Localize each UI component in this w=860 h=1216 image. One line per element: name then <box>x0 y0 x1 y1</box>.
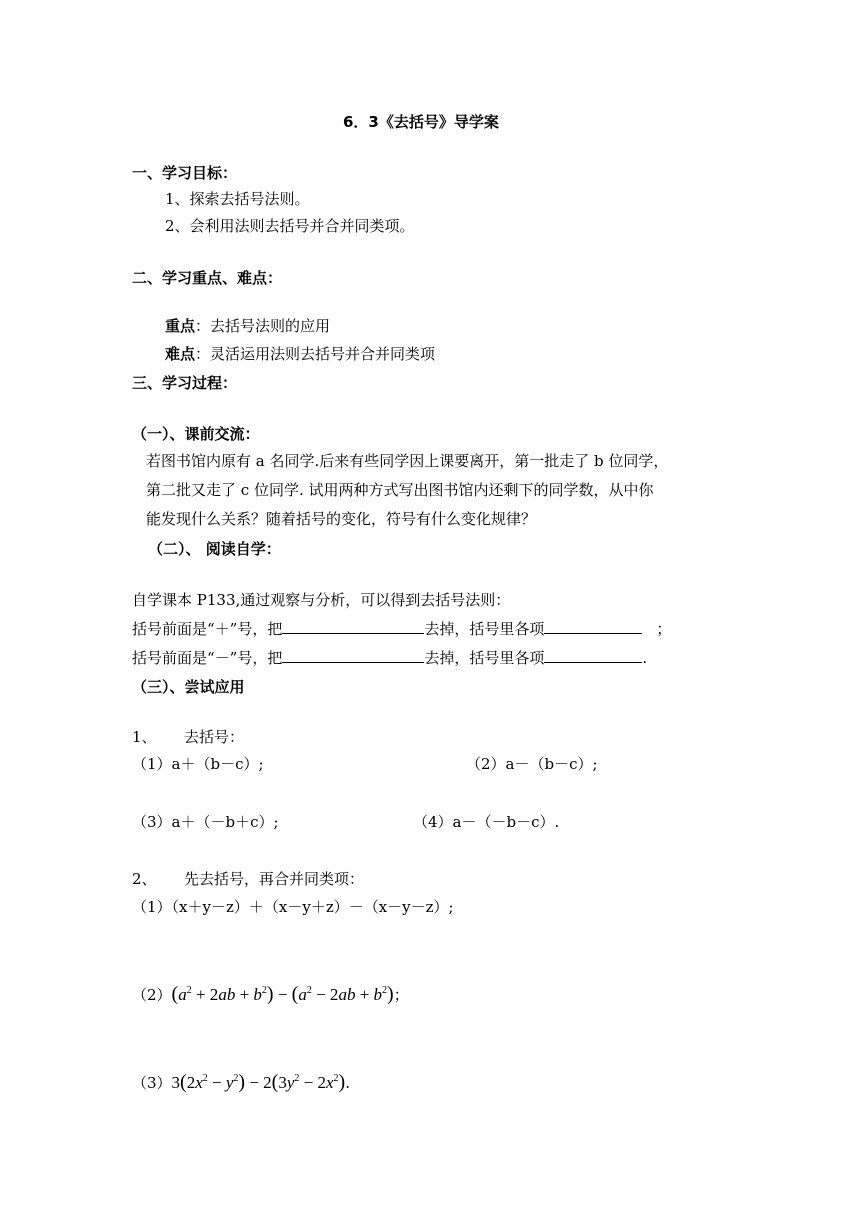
rule-minus-middle: 去掉，括号里各项 <box>424 649 545 667</box>
self-study-intro: 自学课本 P133,通过观察与分析，可以得到去括号法则： <box>132 591 511 609</box>
blank-field <box>544 648 642 663</box>
rule-minus-end: . <box>642 649 648 667</box>
part-3-heading: （三）、尝试应用 <box>132 678 245 696</box>
key-point <box>165 316 330 336</box>
question-1-item-4: （4）a－（－b－c）. <box>413 813 560 831</box>
formula-2: $(a^2 + 2ab + b^2) - (a^2 - 2ab + b^2)$ <box>171 983 394 1005</box>
question-2-label: 2、 <box>132 870 157 888</box>
objective-1: 1、探索去括号法则。 <box>165 190 310 208</box>
rule-plus-end: ； <box>656 620 672 638</box>
item-3-end: . <box>345 1074 350 1092</box>
difficult-point <box>165 344 435 364</box>
objective-2: 2、会利用法则去括号并合并同类项。 <box>165 217 415 235</box>
rule-minus <box>132 648 647 668</box>
document-title: 6．3《去括号》导学案 <box>343 113 499 131</box>
question-2-item-2 <box>132 984 409 1005</box>
question-2-item-1: （1）（x＋y－z）＋（x－y＋z）－（x－y－z）; <box>132 898 454 916</box>
question-2-item-3 <box>132 1072 350 1093</box>
question-1-prompt: 去括号： <box>184 728 245 746</box>
question-1-item-1: （1）a＋（b－c）; <box>132 755 264 773</box>
rule-plus-start: 括号前面是“＋”号，把 <box>132 620 283 638</box>
part-2-heading: （二）、 阅读自学： <box>148 540 281 558</box>
blank-field <box>282 648 424 663</box>
blank-field <box>282 619 424 634</box>
formula-3: $3(2x^2 - y^2) - 2(3y^2 - 2x^2)$ <box>171 1071 346 1093</box>
exchange-line-3: 能发现什么关系？随着括号的变化，符号有什么变化规律？ <box>146 510 537 528</box>
item-2-end: ； <box>393 986 409 1004</box>
exchange-line-2: 第二批又走了 c 位同学. 试用两种方式写出图书馆内还剩下的同学数，从中你 <box>146 481 654 499</box>
section-2-heading: 二、学习重点、难点： <box>132 269 283 287</box>
exchange-line-1: 若图书馆内原有 a 名同学.后来有些同学因上课要离开，第一批走了 b 位同学， <box>146 452 669 470</box>
rule-plus <box>132 619 671 639</box>
part-1-heading: （一）、课前交流： <box>132 425 260 443</box>
difficult-point-text: ：灵活运用法则去括号并合并同类项 <box>195 345 436 363</box>
section-1-heading: 一、学习目标： <box>132 164 238 182</box>
question-1-item-2: （2）a－（b－c）; <box>466 755 598 773</box>
question-1-label: 1、 <box>132 728 157 746</box>
question-2-prompt: 先去括号，再合并同类项： <box>184 870 365 888</box>
difficult-point-label: 难点 <box>165 345 196 363</box>
item-3-label: （3） <box>132 1074 172 1092</box>
rule-plus-middle: 去掉，括号里各项 <box>424 620 545 638</box>
key-point-text: ：去括号法则的应用 <box>195 317 331 335</box>
section-3-heading: 三、学习过程： <box>132 374 238 392</box>
key-point-label: 重点 <box>165 317 196 335</box>
question-1-item-3: （3）a＋（－b＋c）; <box>132 813 279 831</box>
blank-field <box>544 619 642 634</box>
rule-minus-start: 括号前面是“－”号，把 <box>132 649 283 667</box>
item-2-label: （2） <box>132 986 172 1004</box>
